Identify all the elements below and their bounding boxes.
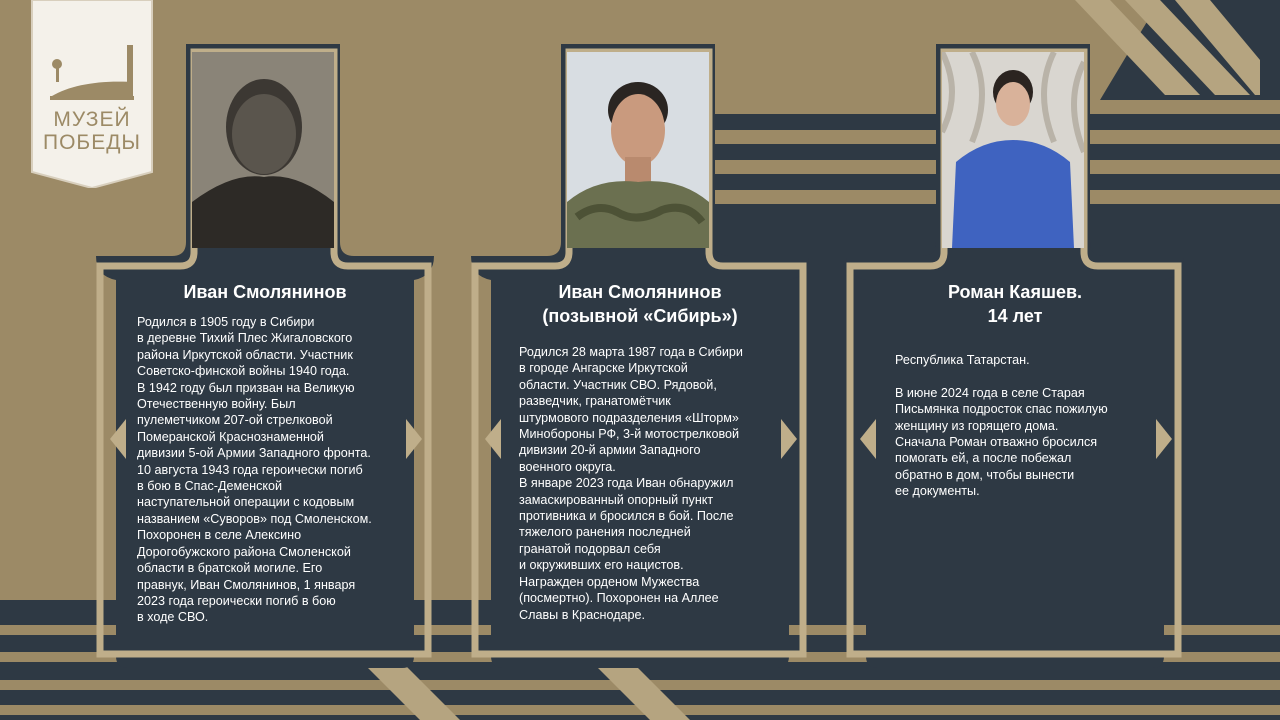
logo-text-line2: ПОБЕДЫ (42, 131, 142, 154)
card-text: Республика Татарстан. В июне 2024 года в селе Старая Письмянка подросток спас пожилую женщину из горящего дома. Сначала Роман отважно бросился помогать ей, а после побежал обратно в дом, чтобы вынести ее документы. (895, 353, 1108, 499)
card-text: Родился в 1905 году в Сибири в деревне Тихий Плес Жигаловского района Иркутской области. Участник Советско-финской войны 1940 года. В 1942 году был призван на Великую Отечественную войну. Был пулеметчиком 207-ой стрелковой Померанской Краснознаменной дивизии 5-ой Армии Западного фронта. 10 августа 1943 года героически погиб в бою в Спас-Деменской наступательной операции с кодовым названием «Суворов» под Смоленском. Похоронен в селе Алексино Дорогобужского района Смоленской области в братской могиле. Его правнук, Иван Смолянинов, 1 января 2023 года героически погиб в бою в ходе СВО. (137, 315, 372, 625)
card-name-line1: Роман Каяшев. (947, 282, 1083, 302)
card-photo (942, 52, 1084, 248)
card-photo (567, 52, 709, 248)
hero-card-2 (465, 44, 815, 668)
card-name: Иван Смолянинов (183, 282, 347, 302)
prev-arrow[interactable] (860, 419, 876, 459)
hero-card-3 (840, 44, 1190, 668)
next-arrow[interactable] (406, 419, 422, 459)
next-arrow[interactable] (1156, 419, 1172, 459)
card-photo (192, 52, 334, 248)
logo-text-line1: МУЗЕЙ (53, 108, 131, 131)
card-name-line2: (позывной «Сибирь») (542, 306, 738, 326)
card-text: Родился 28 марта 1987 года в Сибири в городе Ангарске Иркутской области. Участник СВО. Рядовой, разведчик, гранатомётчик штурмового подразделения «Шторм» Минобороны РФ, 3-й мотострелковой дивизии 20-й армии Западного военного округа. В январе 2023 года Иван обнаружил замаскированный опорный пункт противника и бросился в бой. После тяжелого ранения последней гранатой подорвал себя и окруживших его нацистов. Награжден орденом Мужества (посмертно). Похоронен на Аллее Славы в Краснодаре. (519, 345, 743, 622)
prev-arrow[interactable] (110, 419, 126, 459)
card-name-line1: Иван Смолянинов (558, 282, 722, 302)
card-name-line2: 14 лет (987, 306, 1043, 326)
next-arrow[interactable] (781, 419, 797, 459)
prev-arrow[interactable] (485, 419, 501, 459)
hero-card-1 (90, 44, 440, 668)
